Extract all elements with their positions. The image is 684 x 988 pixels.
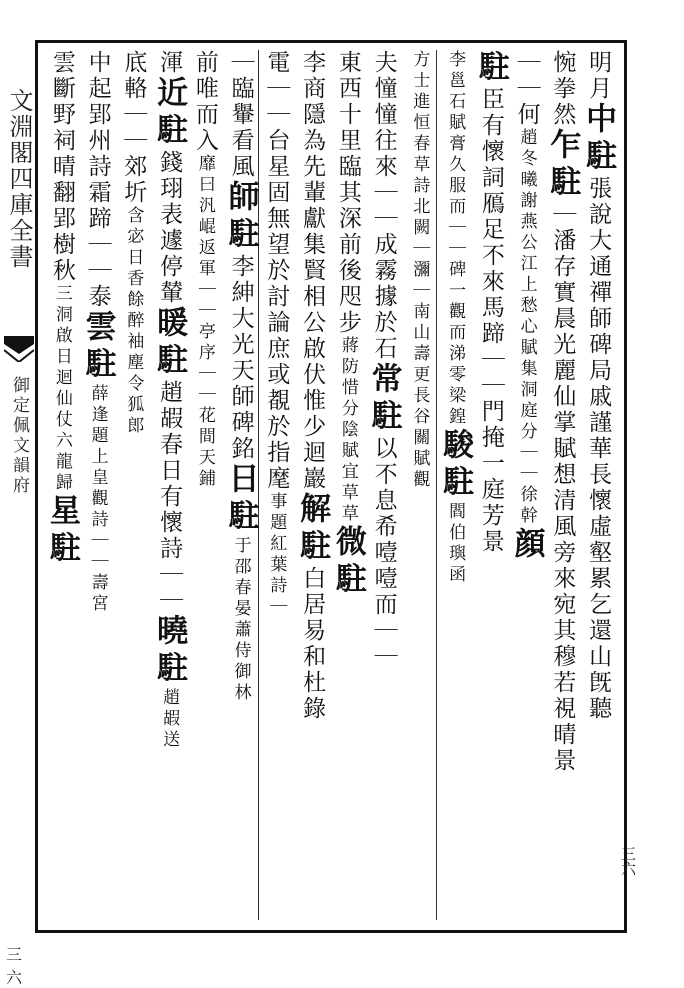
small-annotation: 于邵春晏蕭侍御林 [230,536,251,704]
headword: 駐 [151,651,188,688]
headword: 日 [222,462,259,499]
small-annotation: 三洞啟日迴仙仗六龍歸 [51,284,72,494]
headword: 雲 [79,310,116,347]
body-text: 李紳大光天師碑銘 [227,254,254,462]
body-text: 錢珝表遽停輦 [156,150,183,306]
body-text: 以不息希噎噎而｜｜ [370,436,397,670]
headword: 駐 [222,499,259,536]
headword: 中 [580,102,617,139]
headword: 駐 [365,399,402,436]
body-text: ｜臨轝看風 [227,50,254,180]
page-margin [0,40,38,987]
headword: 駐 [544,165,581,202]
headword: 微 [329,525,366,562]
small-annotation: 亭序｜｜花間天鋪 [194,322,215,490]
small-annotation: 靡曰汎崐返軍｜｜ [194,154,215,322]
headword: 曉 [151,614,188,651]
headword: 駐 [580,139,617,176]
fish-tail-mark-icon [4,336,34,362]
headword: 駐 [472,50,509,87]
headword: 暖 [151,306,188,343]
headword: 乍 [544,128,581,165]
small-annotation: 含宓日香餘醉袖塵 [123,206,144,374]
headword: 駐 [151,113,188,150]
headword: 駐 [151,343,188,380]
headword: 常 [365,362,402,399]
body-text: 臣有懷詞鴈足不來馬蹄｜｜門掩一庭芳景 [477,87,504,555]
body-text: 底 [120,50,147,76]
text-column [40,50,84,920]
body-text: 渾 [156,50,183,76]
headword: 師 [222,180,259,217]
headword: 駿 [437,428,474,465]
body-text: ｜潘存實晨光麗仙掌賦想清風旁來宛其穆若視晴景 [549,202,576,774]
body-text: 夫憧憧往來｜｜成霧據於石 [370,50,397,362]
headword: 駐 [222,217,259,254]
small-annotation: 薛逢題上皇觀詩｜｜壽宮 [87,384,108,615]
small-annotation: 徐幹 [516,485,537,527]
body-text: 雲斷野祠晴翻郢樹秋 [48,50,75,284]
body-text: 前唯而入 [191,50,218,154]
library-title: 文淵閣四庫全書 [5,88,33,270]
body-text: 中起郢州詩霜蹄｜｜泰 [84,50,111,310]
small-annotation: 趙冬曦謝燕公江上愁心賦集洞庭分｜｜ [516,128,537,485]
headword: 近 [151,76,188,113]
headword: 駐 [43,531,80,568]
body-text: 惋拳然 [549,50,576,128]
frame-left-rule [35,40,38,933]
small-annotation: 趙嘏送 [159,688,180,751]
body-text: 電｜｜台星固無望於討論庶或覩於指麾 [263,50,290,492]
body-text: 東西十里臨其深前後咫步 [334,50,361,336]
body-text: 張說大通禪師碑局戚謹華長懷虛壑累乞還山旣聽 [585,176,612,722]
body-text: 白居易和杜錄 [299,566,326,722]
headword: 解 [294,492,331,529]
folio-number: 三六 [619,846,637,876]
book-title: 御定佩文韻府 [9,376,29,496]
small-annotation: 方士進恒春草詩北闕｜瀰｜南山壽更長 [409,50,430,407]
headword: 顔 [508,527,545,564]
headword: 駐 [294,529,331,566]
small-annotation: 事題紅葉詩｜ [266,492,287,618]
small-annotation: 令狐郎 [123,374,144,437]
body-text: 李商隱為先輩獻集賢相公啟伏惟少迴巖 [299,50,326,492]
small-annotation: 閻伯璵函 [445,502,466,586]
headword: 駐 [79,347,116,384]
body-text: 明月 [585,50,612,102]
small-annotation: 谷關賦觀 [409,407,430,491]
headword: 駐 [329,562,366,599]
small-annotation: 蔣防惜分陰賦宜草草 [337,336,358,525]
body-text: 趙嘏春日有懷詩｜｜ [156,380,183,614]
headword: 星 [43,494,80,531]
page-number: 三六 [6,945,23,987]
small-annotation: 李邕石賦膏久服而｜｜碑一觀而涕零梁鍠 [445,50,466,428]
headword: 駐 [437,465,474,502]
body-text: 輅｜｜郊圻 [120,76,147,206]
body-text: ｜｜何 [513,50,540,128]
